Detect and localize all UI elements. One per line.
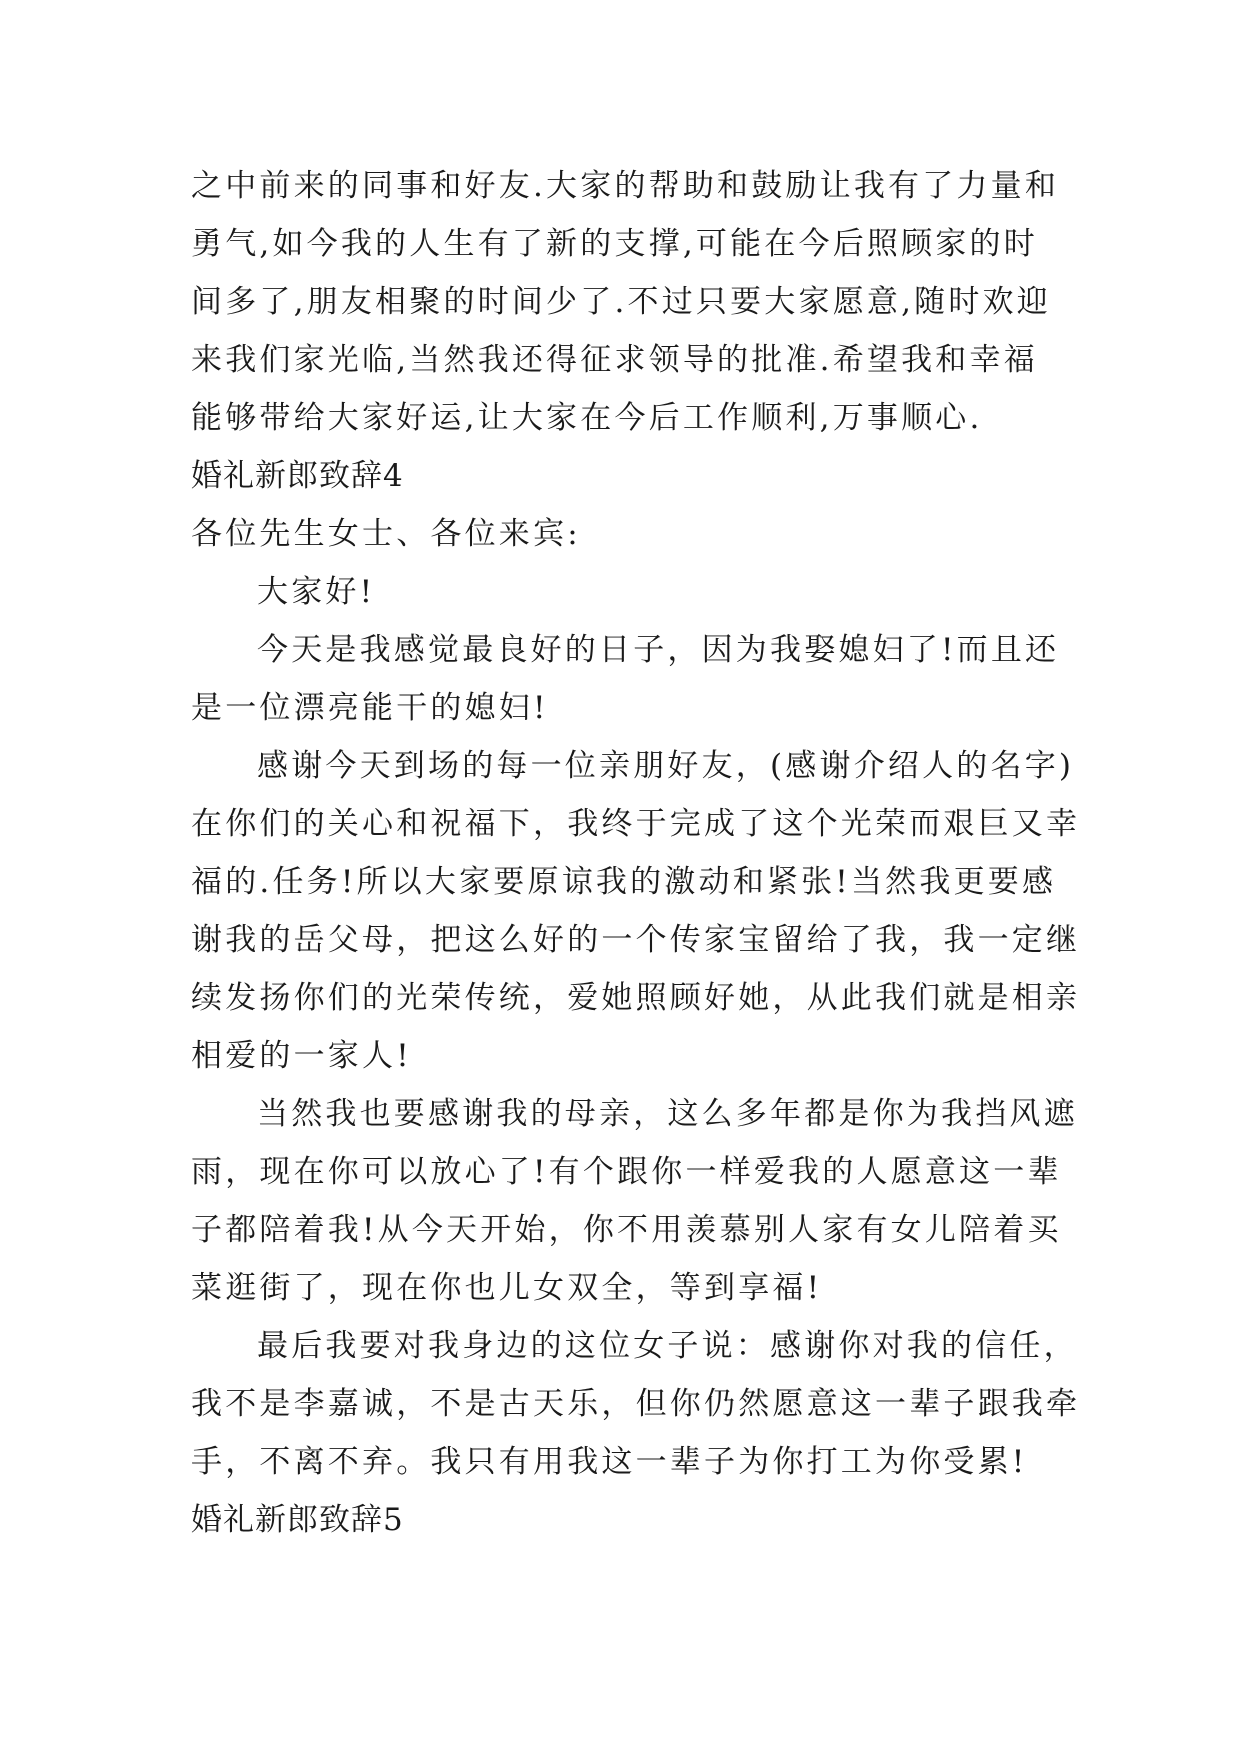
paragraph-line: 福的.任务!所以大家要原谅我的激动和紧张!当然我更要感 [191,864,1057,900]
paragraph-line: 间多了,朋友相聚的时间少了.不过只要大家愿意,随时欢迎 [191,284,1051,320]
paragraph-line: 我不是李嘉诚，不是古天乐，但你仍然愿意这一辈子跟我牵 [191,1386,1081,1422]
paragraph-line: 最后我要对我身边的这位女子说：感谢你对我的信任， [257,1328,1078,1364]
paragraph-line: 勇气,如今我的人生有了新的支撑,可能在今后照顾家的时 [191,226,1038,262]
paragraph-line: 谢我的岳父母，把这么好的一个传家宝留给了我，我一定继 [191,922,1081,958]
section-heading: 婚礼新郎致辞4 [191,458,404,494]
paragraph-line: 之中前来的同事和好友.大家的帮助和鼓励让我有了力量和 [191,168,1060,204]
section-heading: 婚礼新郎致辞5 [191,1502,404,1538]
paragraph-line: 是一位漂亮能干的媳妇! [191,690,549,726]
paragraph-line: 子都陪着我!从今天开始，你不用羡慕别人家有女儿陪着买 [191,1212,1062,1248]
paragraph-line: 当然我也要感谢我的母亲，这么多年都是你为我挡风遮 [257,1096,1078,1132]
paragraph-line: 手，不离不弃。我只有用我这一辈子为你打工为你受累! [191,1444,1028,1480]
paragraph-line: 能够带给大家好运,让大家在今后工作顺利,万事顺心. [191,400,983,436]
paragraph-line: 在你们的关心和祝福下，我终于完成了这个光荣而艰巨又幸 [191,806,1081,842]
greeting: 大家好! [257,574,376,610]
salutation: 各位先生女士、各位来宾: [191,516,581,552]
paragraph-line: 菜逛街了，现在你也儿女双全，等到享福! [191,1270,823,1306]
paragraph-line: 来我们家光临,当然我还得征求领导的批准.希望我和幸福 [191,342,1038,378]
paragraph-line: 今天是我感觉最良好的日子，因为我娶媳妇了!而且还 [257,632,1060,668]
paragraph-line: 雨，现在你可以放心了!有个跟你一样爱我的人愿意这一辈 [191,1154,1062,1190]
paragraph-line: 续发扬你们的光荣传统，爱她照顾好她，从此我们就是相亲 [191,980,1081,1016]
paragraph-line: 相爱的一家人! [191,1038,412,1074]
paragraph-line: 感谢今天到场的每一位亲朋好友，(感谢介绍人的名字) [257,748,1075,784]
